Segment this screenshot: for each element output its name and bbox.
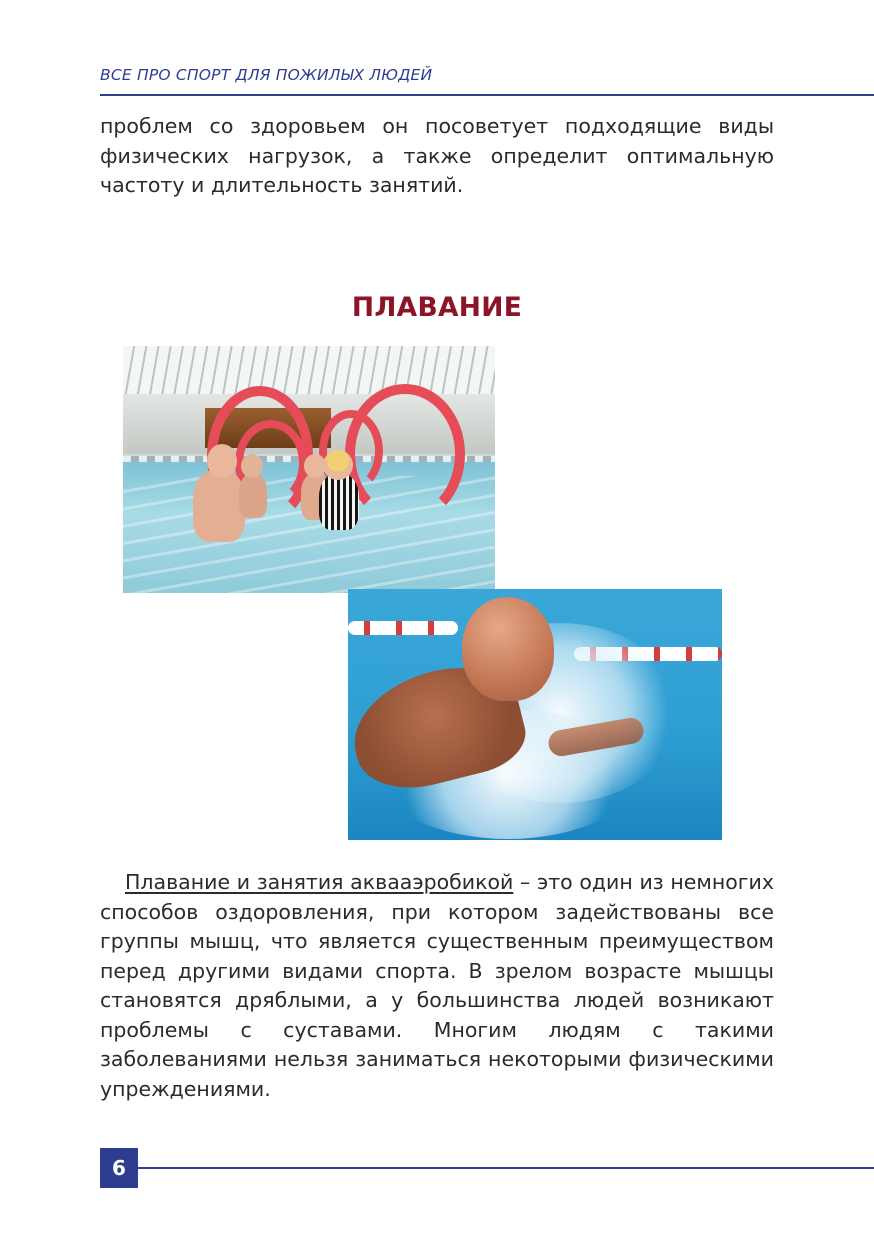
running-header: ВСЕ ПРО СПОРТ ДЛЯ ПОЖИЛЫХ ЛЮДЕЙ [100, 66, 433, 84]
lane-float-line [348, 621, 458, 635]
aqua-aerobics-photo [123, 346, 495, 593]
body-paragraph-text: – это один из немногих способов оздоровления, при котором задействованы все группы мышц, что является существенным преимуществом перед другими видами спорта. В зрелом возрасте мышцы становятся дряблыми, а у большинства людей возникают проблемы с суставами. Многим людям с такими заболеваниями нельзя заниматься некоторыми физическими упреждениями. [100, 870, 774, 1101]
swimmer-woman-head [323, 450, 353, 480]
page-number: 6 [100, 1148, 138, 1188]
swimmer-woman [319, 474, 359, 530]
swimmer-man [193, 470, 245, 542]
swimmer-woman-back-head [241, 454, 263, 478]
header-rule [100, 94, 874, 96]
pool-ceiling [123, 346, 495, 394]
body-paragraph [100, 868, 774, 1104]
body-paragraph-lead: Плавание и занятия аквааэробикой [125, 870, 514, 894]
intro-paragraph: проблем со здоровьем он посоветует подходящие виды физических нагрузок, а также определит оптимальную частоту и длительность занятий. [100, 114, 774, 197]
footer-rule [138, 1167, 874, 1169]
pool-noodle [345, 384, 465, 524]
swimmer-man-head [207, 444, 237, 478]
section-title: ПЛАВАНИЕ [351, 292, 523, 323]
swimmer-woman-back [239, 474, 267, 518]
swimmer-head [462, 597, 554, 701]
